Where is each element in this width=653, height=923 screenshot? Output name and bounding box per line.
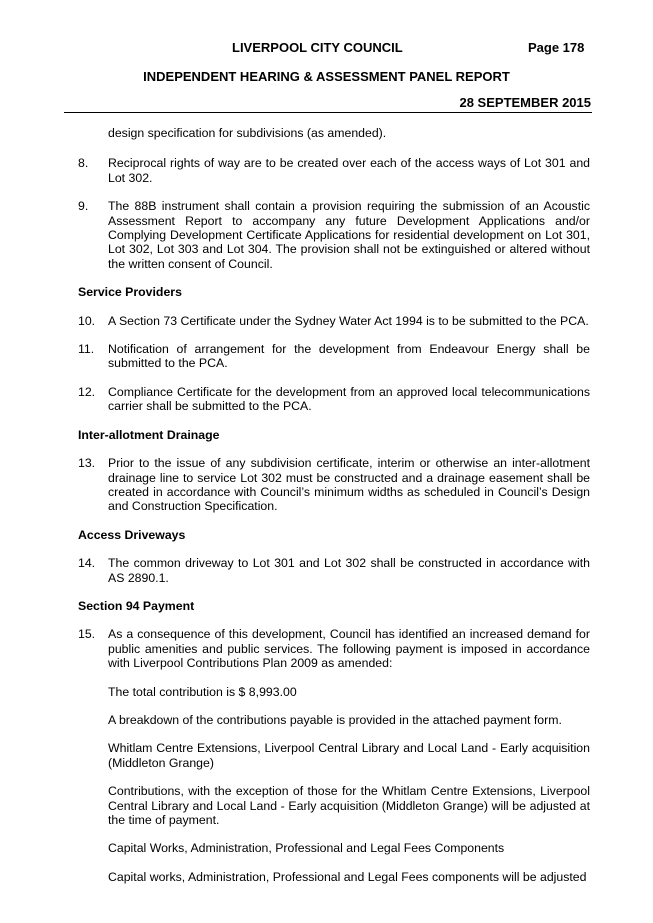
capital-works-text: Capital works, Administration, Professional and Legal Fees components will be adjusted — [108, 869, 587, 884]
capital-works-heading: Capital Works, Administration, Professional and Legal Fees Components — [108, 841, 505, 856]
item-number: 14. — [78, 556, 96, 571]
breakdown-text: A breakdown of the contributions payable is provided in the attached payment form. — [108, 712, 562, 727]
item-text: Compliance Certificate for the development from an approved local telecommunications carrier shall be submitted to the PCA. — [108, 384, 590, 414]
item-number: 11. — [78, 342, 95, 357]
item-number: 13. — [78, 456, 96, 471]
item-text: A Section 73 Certificate under the Sydney Water Act 1994 is to be submitted to the PCA. — [108, 313, 589, 328]
condition-item-14 — [78, 556, 590, 585]
heading-inter-allotment-drainage: Inter-allotment Drainage — [78, 427, 220, 442]
header-divider — [64, 112, 592, 113]
condition-item-9 — [78, 199, 590, 271]
condition-item-15 — [78, 627, 590, 670]
council-name: LIVERPOOL CITY COUNCIL — [232, 40, 403, 55]
report-title: INDEPENDENT HEARING & ASSESSMENT PANEL REPORT — [143, 69, 510, 84]
heading-access-driveways: Access Driveways — [78, 527, 186, 542]
item-number: 12. — [78, 384, 96, 399]
item-text: The 88B instrument shall contain a provision requiring the submission of an Acoustic Assessment Report to accompany any future Development Applications and/or Complying Development Certificate Applications for residential development on Lot 301, Lot 302, Lot 303 and Lot 304. The provision shall not be extinguished or altered without the written consent of Council. — [108, 199, 590, 271]
item-number: 10. — [78, 313, 96, 328]
heading-service-providers: Service Providers — [78, 285, 182, 300]
item-text: Prior to the issue of any subdivision certificate, interim or otherwise an inter-allotment drainage line to service Lot 302 must be constructed and a drainage easement shall be created in accordance with Council’s minimum widths as scheduled in Council’s Design and Construction Specification. — [108, 456, 590, 514]
continued-text: design specification for subdivisions (as amended). — [108, 126, 387, 140]
condition-item-13 — [78, 456, 590, 514]
document-body — [78, 126, 590, 898]
item-number: 9. — [78, 199, 89, 214]
item-text: The common driveway to Lot 301 and Lot 302 shall be constructed in accordance with AS 2890.1. — [108, 556, 590, 585]
report-date: 28 SEPTEMBER 2015 — [459, 95, 591, 110]
item-number: 15. — [78, 627, 96, 642]
item-text: As a consequence of this development, Council has identified an increased demand for public amenities and public services. The following payment is imposed in accordance with Liverpool Contributions Plan 2009 as amended: — [108, 627, 590, 671]
item-text: Reciprocal rights of way are to be created over each of the access ways of Lot 301 and Lot 302. — [108, 156, 590, 185]
whitlam-text: Whitlam Centre Extensions, Liverpool Central Library and Local Land - Early acquisition (Middleton Grange) — [108, 741, 590, 770]
item-number: 8. — [78, 156, 89, 171]
condition-item-10 — [78, 314, 590, 328]
condition-item-12 — [78, 385, 590, 414]
page-number: Page 178 — [528, 40, 585, 55]
heading-section-94-payment: Section 94 Payment — [78, 598, 195, 613]
condition-item-8 — [78, 156, 590, 185]
total-contribution: The total contribution is $ 8,993.00 — [108, 684, 297, 699]
item-text: Notification of arrangement for the development from Endeavour Energy shall be submitted to the PCA. — [108, 342, 590, 371]
condition-item-11 — [78, 342, 590, 371]
adjusted-text: Contributions, with the exception of those for the Whitlam Centre Extensions, Liverpool Central Library and Local Land - Early acquisition (Middleton Grange) will be adjusted at the time of payment. — [108, 784, 590, 827]
